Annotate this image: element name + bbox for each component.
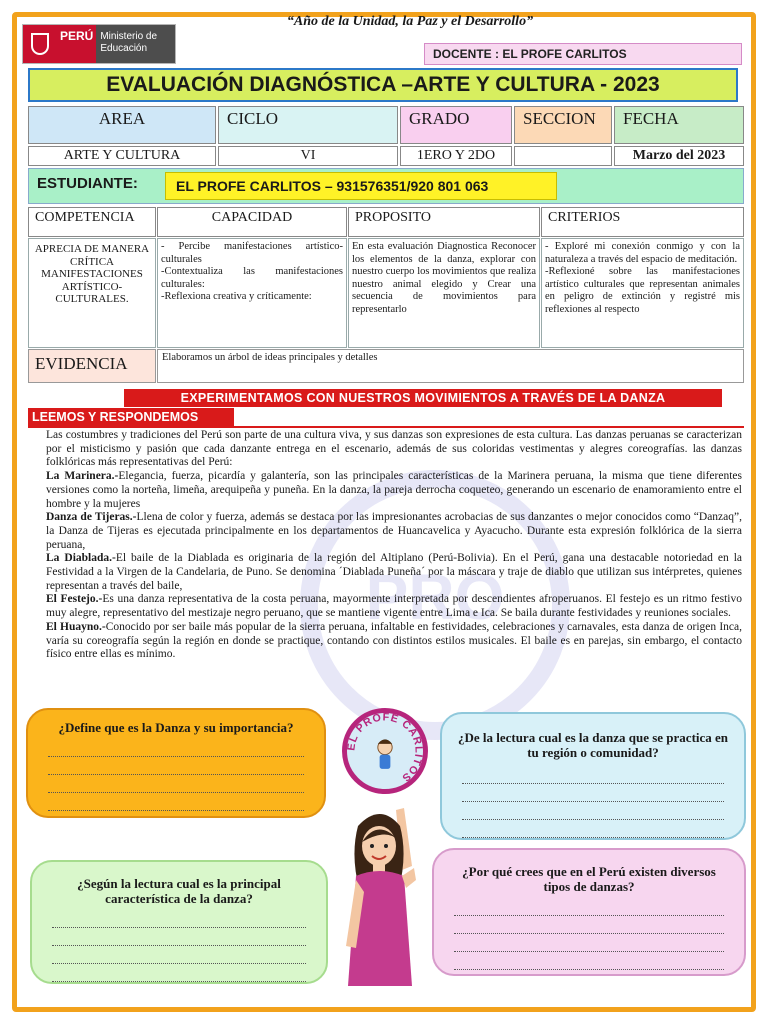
page-title: EVALUACIÓN DIAGNÓSTICA –ARTE Y CULTURA - 2023 <box>28 68 738 102</box>
cell-proposito: En esta evaluación Diagnostica Reconocer los elementos de la danza, explorar con nuestro cuerpo los movimientos que realiza nuestro animal elegido y Crear una secuencia de movimientos para representarlo <box>348 238 540 348</box>
dance-description: Elegancia, fuerza, picardía y galantería, son las principales características de la Marinera peruana, la misma que tiene diferentes versiones como la norteña, limeña, arequipeña y puneña. En la danza, la pareja derrocha coqueteo, generando un escenario de enamoramiento entre el hombre y la mujeres <box>46 470 742 510</box>
logo-country: PERÚ <box>57 25 96 63</box>
answer-line[interactable] <box>48 775 304 793</box>
dance-name: La Diablada.- <box>46 552 116 565</box>
question-text: ¿Define que es la Danza y su importancia? <box>58 720 294 735</box>
answer-line[interactable] <box>48 793 304 811</box>
reading-paragraph <box>46 593 742 620</box>
question-text: ¿Por qué crees que en el Perú existen diversos tipos de danzas? <box>462 864 716 894</box>
header-competencia: COMPETENCIA <box>28 207 156 237</box>
header-proposito: PROPOSITO <box>348 207 540 237</box>
dance-name: El Huayno.- <box>46 620 106 633</box>
teacher-label: DOCENTE : EL PROFE CARLITOS <box>424 43 742 65</box>
student-name-field[interactable]: EL PROFE CARLITOS – 931576351/920 801 063 <box>165 172 557 200</box>
info-header-fecha: FECHA <box>614 106 744 144</box>
ministry-logo <box>22 24 176 64</box>
answer-line[interactable] <box>48 757 304 775</box>
info-value-grado[interactable]: 1ERO Y 2DO <box>400 146 512 166</box>
evidencia-label: EVIDENCIA <box>28 349 156 383</box>
logo-ministry: Ministerio de Educación <box>96 25 175 63</box>
girl-illustration <box>342 796 430 986</box>
header-capacidad: CAPACIDAD <box>157 207 347 237</box>
question-box-1 <box>26 708 326 818</box>
answer-line[interactable] <box>454 952 724 970</box>
watermark-logo: PRO <box>365 561 505 633</box>
answer-line[interactable] <box>462 802 724 820</box>
reading-paragraph <box>46 552 742 593</box>
dance-name: La Marinera.- <box>46 470 119 483</box>
question-box-2 <box>440 712 746 840</box>
info-value-seccion[interactable] <box>514 146 612 166</box>
reading-paragraph <box>46 621 742 662</box>
answer-line[interactable] <box>454 934 724 952</box>
answer-line[interactable] <box>52 928 306 946</box>
info-header-area: AREA <box>28 106 216 144</box>
info-value-ciclo[interactable]: VI <box>218 146 398 166</box>
question-text: ¿De la lectura cual es la danza que se practica en tu región o comunidad? <box>457 730 729 760</box>
answer-line[interactable] <box>462 820 724 838</box>
stamp-text: EL PROFE CARLITOS <box>345 711 425 785</box>
dance-name: El Festejo.- <box>46 593 103 606</box>
shield-icon <box>23 25 57 63</box>
reading-text <box>46 429 742 662</box>
dance-description: Es una danza representativa de la costa peruana, mayormente interpretada por descendientes afroperuanos. El festejo es un ritmo festivo muy alegre, representativo del mestizaje negro peruano, que se mantiene vigente entre Lima e Ica. Se baila durante festividades y reuniones sociales. <box>46 593 742 620</box>
dance-description: Conocido por ser baile más popular de la sierra peruana, infaltable en festividades, celebraciones y carnavales, esta danza de origen Inca, varía su coreografía según la región en donde se practique, contando con distintos estilos musicales. El baile es en parejas, sin embargo, el contacto físico entre ellas es mínimo. <box>46 620 742 661</box>
answer-line[interactable] <box>462 766 724 784</box>
header-criterios: CRITERIOS <box>541 207 744 237</box>
reading-paragraph <box>46 470 742 511</box>
answer-line[interactable] <box>462 784 724 802</box>
profe-carlitos-stamp <box>342 708 428 794</box>
question-box-3 <box>30 860 328 984</box>
info-header-ciclo: CICLO <box>218 106 398 144</box>
info-value-area[interactable]: ARTE Y CULTURA <box>28 146 216 166</box>
cell-capacidad: - Percibe manifestaciones artístico-culturales -Contextualiza las manifestaciones culturales: -Reflexiona creativa y críticamente: <box>157 238 347 348</box>
cell-criterios: - Exploré mi conexión conmigo y con la naturaleza a través del espacio de meditación. -Reflexioné sobre las manifestaciones artístico culturales que representan animales en peligro de extinción y registré mis reflexiones al respecto <box>541 238 744 348</box>
answer-line[interactable] <box>52 946 306 964</box>
answer-line[interactable] <box>454 898 724 916</box>
question-text: ¿Según la lectura cual es la principal característica de la danza? <box>77 876 281 906</box>
cell-competencia: APRECIA DE MANERA CRÍTICA MANIFESTACIONES ARTÍSTICO-CULTURALES. <box>28 238 156 348</box>
dance-name: Danza de Tijeras.- <box>46 511 137 524</box>
info-header-grado: GRADO <box>400 106 512 144</box>
info-value-fecha[interactable]: Marzo del 2023 <box>614 146 744 166</box>
dance-description: El baile de la Diablada es originaria de la región del Altiplano (Perú-Bolivia). En el Perú, gana una destacable notoriedad en la Festividad a la Virgen de la Candelaria, de Puno. Se denomina ´Diablada Puneña´ por la máscara y traje de diablo que utilizan sus intérpretes, quienes representan a través del baile, <box>46 552 742 592</box>
section-banner: EXPERIMENTAMOS CON NUESTROS MOVIMIENTOS A TRAVÉS DE LA DANZA <box>124 389 722 407</box>
section-subtitle: LEEMOS Y RESPONDEMOS <box>28 408 234 426</box>
answer-line[interactable] <box>52 910 306 928</box>
student-row <box>28 168 744 204</box>
student-label: ESTUDIANTE: <box>37 175 138 192</box>
stamp-graphic <box>342 708 428 794</box>
year-motto: “Año de la Unidad, la Paz y el Desarrollo” <box>286 14 534 29</box>
section-divider <box>28 426 744 428</box>
answer-line[interactable] <box>52 964 306 982</box>
reading-paragraph <box>46 511 742 552</box>
dance-description: Llena de color y fuerza, además se destaca por las impresionantes acrobacias de sus danzantes o mejor conocidos como “Danzaq”, la Danza de Tijeras es ejecutada principalmente en los departamentos de Huancavelica y Ayacucho. Durante esta expresión folklórica de la sierra peruana, <box>46 511 742 551</box>
answer-line[interactable] <box>48 739 304 757</box>
info-header-seccion: SECCION <box>514 106 612 144</box>
evidencia-value: Elaboramos un árbol de ideas principales y detalles <box>157 349 744 383</box>
question-box-4 <box>432 848 746 976</box>
reading-intro: Las costumbres y tradiciones del Perú son parte de una cultura viva, y sus danzas son expresiones de esta cultura. Las danzas peruanas se caracterizan por el misticismo y pasión que cada danzante entrega en el escenario, además de sus coloridas vestimentas y alegres coreografías. las danzas folklóricas más representativas del Perú: <box>46 429 742 469</box>
answer-line[interactable] <box>454 916 724 934</box>
